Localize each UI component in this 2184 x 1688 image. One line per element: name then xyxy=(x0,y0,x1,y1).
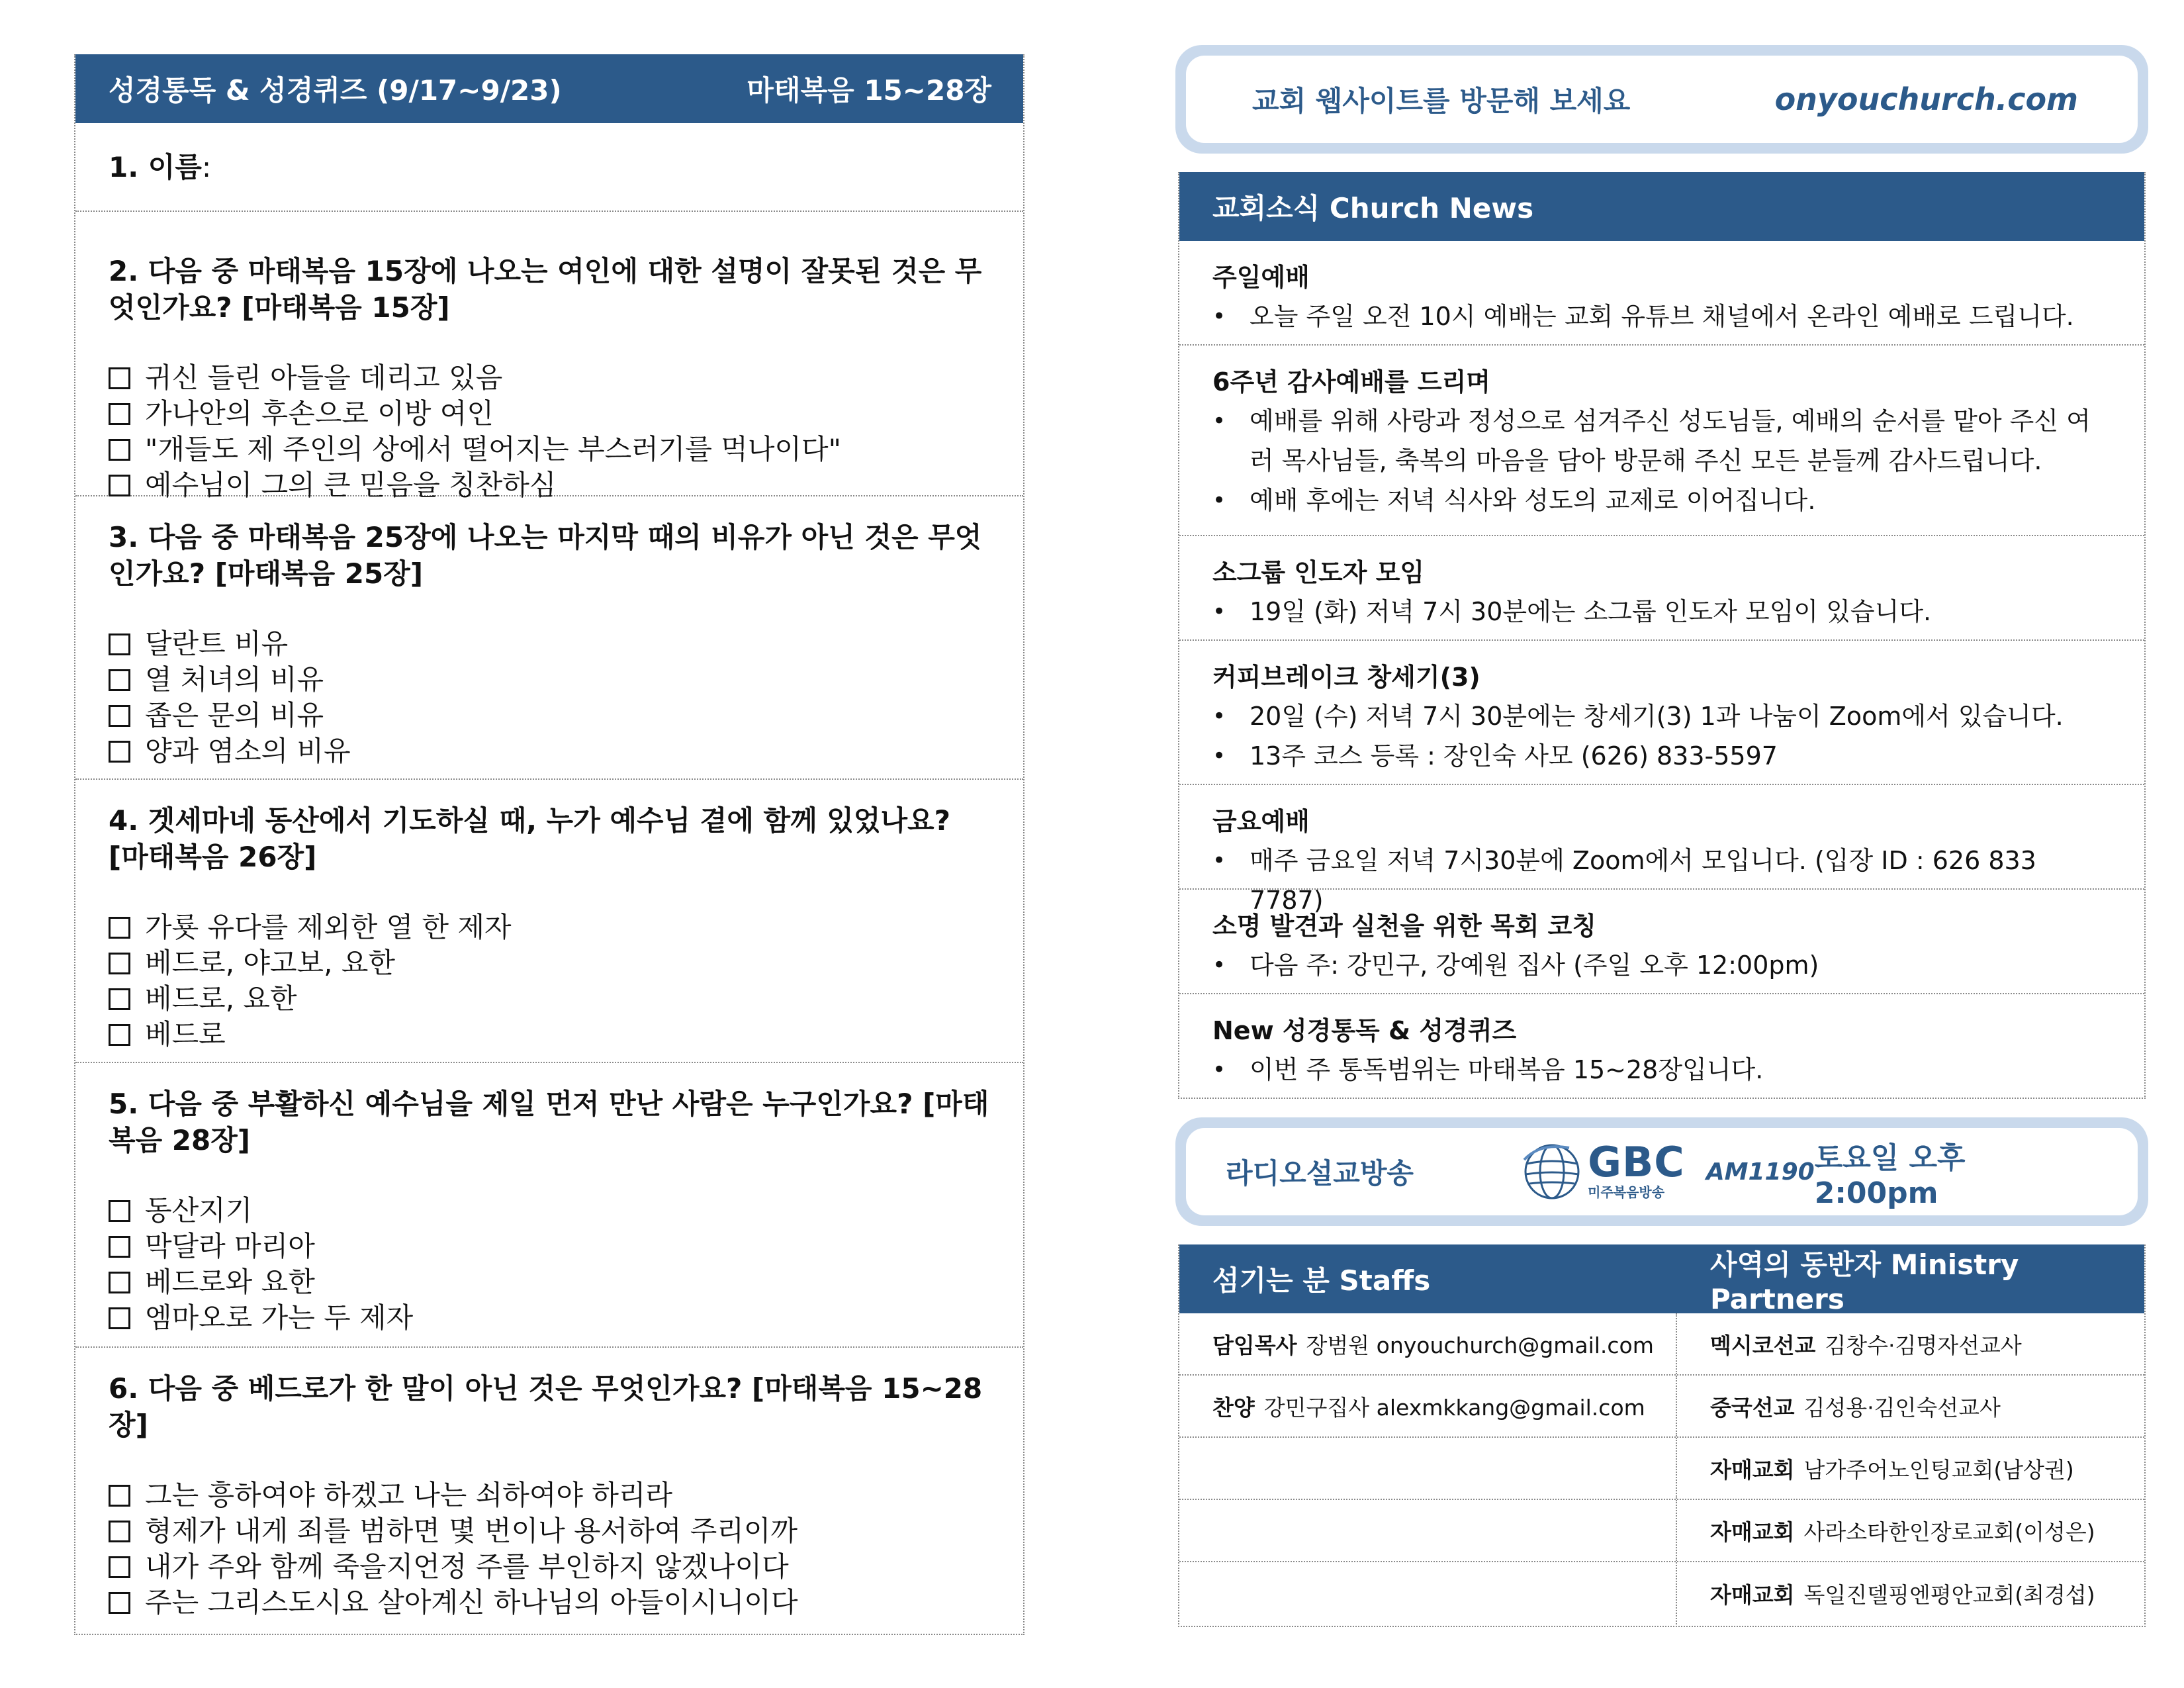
checkbox-icon[interactable] xyxy=(109,1307,130,1329)
name-label: 1. 이름 xyxy=(109,150,202,183)
answer-option[interactable] xyxy=(109,910,991,945)
news-item-title: 소명 발견과 실천을 위한 목회 코칭 xyxy=(1212,912,1597,941)
table-row xyxy=(1179,1500,2144,1562)
gbc-logo-subtitle: 미주복음방송 xyxy=(1588,1184,1665,1200)
bullet-icon: • xyxy=(1212,703,1226,729)
quiz-name-section xyxy=(75,123,1023,212)
partner-info: 김성용·김인숙선교사 xyxy=(1803,1394,2001,1421)
news-bullet xyxy=(1212,1050,2113,1090)
table-row xyxy=(1179,1562,2144,1624)
staff-cell xyxy=(1179,1313,1677,1374)
table-row xyxy=(1179,1313,2144,1376)
staff-cell xyxy=(1179,1438,1677,1499)
website-banner-inner xyxy=(1186,56,2138,143)
option-text: 양과 염소의 비유 xyxy=(145,735,351,767)
news-bullet-text: 13주 코스 등록 : 장인숙 사모 (626) 833-5597 xyxy=(1250,741,1778,771)
checkbox-icon[interactable] xyxy=(109,953,130,974)
staff-table xyxy=(1178,1244,2146,1627)
checkbox-icon[interactable] xyxy=(109,367,130,389)
staff-info: 강민구집사 alexmkkang@gmail.com xyxy=(1263,1394,1645,1421)
partner-cell xyxy=(1677,1313,2144,1374)
option-text: 동산지기 xyxy=(145,1194,253,1227)
news-bullet-text: 다음 주: 강민구, 강예원 집사 (주일 오후 12:00pm) xyxy=(1250,951,1819,980)
checkbox-icon[interactable] xyxy=(109,403,130,425)
partners-column-header: 사역의 동반자 Ministry Partners xyxy=(1710,1248,2019,1315)
news-bullet xyxy=(1212,696,2113,736)
answer-option[interactable] xyxy=(109,1229,991,1264)
partner-role: 자매교회 xyxy=(1710,1519,1795,1545)
option-text: "개들도 제 주인의 상에서 떨어지는 부스러기를 먹나이다" xyxy=(145,433,841,465)
checkbox-icon[interactable] xyxy=(109,917,130,939)
answer-option[interactable] xyxy=(109,1193,991,1229)
news-item xyxy=(1179,641,2144,785)
checkbox-icon[interactable] xyxy=(109,439,130,461)
option-text: 가나안의 후손으로 이방 여인 xyxy=(145,397,494,430)
answer-option[interactable] xyxy=(109,626,991,662)
checkbox-icon[interactable] xyxy=(109,741,130,763)
answer-option[interactable] xyxy=(109,981,991,1017)
question-title: 6. 다음 중 베드로가 한 말이 아닌 것은 무엇인가요? [마태복음 15~28장] xyxy=(109,1372,983,1441)
checkbox-icon[interactable] xyxy=(109,475,130,496)
news-bullet-text: 20일 (수) 저녁 7시 30분에는 창세기(3) 1과 나눔이 Zoom에서 있습니다. xyxy=(1250,702,2064,731)
partner-cell xyxy=(1677,1376,2144,1436)
news-item-title: 주일예배 xyxy=(1212,263,1310,292)
table-row xyxy=(1179,1376,2144,1438)
answer-option[interactable] xyxy=(109,1513,991,1549)
answer-option[interactable] xyxy=(109,945,991,981)
radio-frequency: AM1190 xyxy=(1706,1158,1815,1186)
option-text: 주는 그리스도시요 살아계신 하나님의 아들이시니이다 xyxy=(145,1586,798,1618)
partner-info: 남가주어노인팅교회(남상권) xyxy=(1803,1456,2074,1483)
answer-option[interactable] xyxy=(109,1300,991,1336)
answer-options xyxy=(109,1477,991,1620)
news-item-title: 6주년 감사예배를 드리며 xyxy=(1212,367,1490,397)
question-title: 4. 겟세마네 동산에서 기도하실 때, 누가 예수님 곁에 함께 있었나요? [마태복음 26장] xyxy=(109,804,950,873)
partner-role: 멕시코선교 xyxy=(1710,1332,1816,1358)
answer-option[interactable] xyxy=(109,733,991,769)
radio-time: 토요일 오후 2:00pm xyxy=(1814,1141,1966,1210)
staffs-column-header: 섬기는 분 Staffs xyxy=(1212,1264,1431,1297)
quiz-question xyxy=(75,212,1023,501)
news-bullet-text: 예배 후에는 저녁 식사와 성도의 교제로 이어집니다. xyxy=(1250,486,1816,515)
checkbox-icon[interactable] xyxy=(109,1485,130,1507)
answer-option[interactable] xyxy=(109,396,991,432)
news-item-title: 금요예배 xyxy=(1212,807,1310,836)
news-bullet xyxy=(1212,401,2113,481)
checkbox-icon[interactable] xyxy=(109,1200,130,1222)
staff-cell xyxy=(1179,1562,1677,1624)
staff-cell xyxy=(1179,1376,1677,1436)
checkbox-icon[interactable] xyxy=(109,1592,130,1614)
checkbox-icon[interactable] xyxy=(109,1556,130,1578)
partner-info: 김창수·김명자선교사 xyxy=(1825,1332,2022,1358)
option-text: 형제가 내게 죄를 범하면 몇 번이나 용서하여 주리이까 xyxy=(145,1515,798,1547)
news-bullet xyxy=(1212,945,2113,985)
news-item xyxy=(1179,346,2144,536)
bullet-icon: • xyxy=(1212,598,1226,625)
bullet-icon: • xyxy=(1212,952,1226,978)
partner-info: 독일진델핑엔평안교회(최경섭) xyxy=(1803,1581,2095,1608)
staff-role: 찬양 xyxy=(1212,1394,1255,1421)
checkbox-icon[interactable] xyxy=(109,988,130,1010)
checkbox-icon[interactable] xyxy=(109,1521,130,1542)
option-text: 귀신 들린 아들을 데리고 있음 xyxy=(145,361,503,394)
answer-options xyxy=(109,626,991,769)
checkbox-icon[interactable] xyxy=(109,633,130,655)
news-bullet-text: 예배를 위해 사랑과 정성으로 섬겨주신 성도님들, 예배의 순서를 맡아 주신 여러 목사님들, 축복의 마음을 담아 방문해 주신 모든 분들께 감사드립니다. xyxy=(1250,406,2091,475)
question-title: 3. 다음 중 마태복음 25장에 나오는 마지막 때의 비유가 아닌 것은 무엇인가요? [마태복음 25장] xyxy=(109,521,982,590)
quiz-header xyxy=(75,54,1023,123)
news-header: 교회소식 Church News xyxy=(1179,172,2144,241)
partner-cell xyxy=(1677,1438,2144,1499)
news-bullet-text: 매주 금요일 저녁 7시30분에 Zoom에서 모입니다. (입장 ID : 626 833 7787) xyxy=(1250,846,2036,915)
news-bullet xyxy=(1212,481,2113,520)
radio-banner-inner xyxy=(1186,1128,2138,1215)
news-item xyxy=(1179,536,2144,641)
website-link[interactable]: onyouchurch.com xyxy=(1774,81,2078,117)
quiz-question xyxy=(75,496,1023,780)
news-bullet-text: 이번 주 통독범위는 마태복음 15~28장입니다. xyxy=(1250,1055,1764,1084)
answer-option[interactable] xyxy=(109,1264,991,1300)
answer-option[interactable] xyxy=(109,662,991,698)
name-colon: : xyxy=(201,150,212,183)
option-text: 그는 흥하여야 하겠고 나는 쇠하여야 하리라 xyxy=(145,1479,673,1511)
bullet-icon: • xyxy=(1212,408,1226,434)
option-text: 막달라 마리아 xyxy=(145,1230,315,1262)
quiz-question xyxy=(75,1063,1023,1348)
news-bullet xyxy=(1212,592,2113,632)
answer-option[interactable] xyxy=(109,432,991,467)
bullet-icon: • xyxy=(1212,743,1226,769)
option-text: 베드로 xyxy=(145,1018,226,1051)
website-banner xyxy=(1175,45,2148,154)
answer-options xyxy=(109,360,991,503)
partner-role: 중국선교 xyxy=(1710,1394,1795,1421)
quiz-question xyxy=(75,780,1023,1063)
staff-role: 담임목사 xyxy=(1212,1332,1297,1358)
staff-info: 장범원 onyouchurch@gmail.com xyxy=(1306,1332,1654,1358)
staff-table-header xyxy=(1179,1244,2144,1313)
partner-cell xyxy=(1677,1562,2144,1624)
answer-option[interactable] xyxy=(109,698,991,733)
option-text: 좁은 문의 비유 xyxy=(145,699,324,731)
website-prompt: 교회 웹사이트를 방문해 보세요 xyxy=(1252,85,1631,117)
option-text: 내가 주와 함께 죽을지언정 주를 부인하지 않겠나이다 xyxy=(145,1550,789,1583)
bullet-icon: • xyxy=(1212,487,1226,514)
table-row xyxy=(1179,1438,2144,1500)
bullet-icon: • xyxy=(1212,303,1226,330)
checkbox-icon[interactable] xyxy=(109,669,130,691)
news-item-title: 커피브레이크 창세기(3) xyxy=(1212,663,1480,692)
option-text: 열 처녀의 비유 xyxy=(145,663,324,696)
news-item-title: New 성경통독 & 성경퀴즈 xyxy=(1212,1016,1517,1045)
answer-option[interactable] xyxy=(109,1585,991,1620)
option-text: 달란트 비유 xyxy=(145,628,289,660)
option-text: 엠마오로 가는 두 제자 xyxy=(145,1301,414,1334)
answer-options xyxy=(109,910,991,1053)
bullet-icon: • xyxy=(1212,847,1226,874)
option-text: 베드로, 야고보, 요한 xyxy=(145,947,395,979)
checkbox-icon[interactable] xyxy=(109,705,130,727)
partner-cell xyxy=(1677,1500,2144,1561)
news-bullet-text: 오늘 주일 오전 10시 예배는 교회 유튜브 채널에서 온라인 예배로 드립니다. xyxy=(1250,302,2074,331)
question-title: 5. 다음 중 부활하신 예수님을 제일 먼저 만난 사람은 누구인가요? [마태복음 28장] xyxy=(109,1088,989,1156)
option-text: 베드로와 요한 xyxy=(145,1266,315,1298)
answer-option[interactable] xyxy=(109,1549,991,1585)
news-item xyxy=(1179,785,2144,915)
news-item xyxy=(1179,241,2144,346)
answer-option[interactable] xyxy=(109,1477,991,1513)
partner-info: 사라소타한인장로교회(이성은) xyxy=(1803,1519,2095,1545)
bible-quiz-panel xyxy=(74,54,1024,1635)
news-item xyxy=(1179,994,2144,1098)
news-item-title: 소그룹 인도자 모임 xyxy=(1212,558,1425,587)
quiz-question xyxy=(75,1348,1023,1620)
bullet-icon: • xyxy=(1212,1056,1226,1083)
church-news-panel xyxy=(1178,172,2146,1099)
staff-cell xyxy=(1179,1500,1677,1561)
radio-label: 라디오설교방송 xyxy=(1226,1157,1414,1190)
gbc-logo xyxy=(1520,1137,1685,1203)
checkbox-icon[interactable] xyxy=(109,1024,130,1046)
answer-option[interactable] xyxy=(109,360,991,396)
checkbox-icon[interactable] xyxy=(109,1272,130,1293)
quiz-range: 마태복음 15~28장 xyxy=(747,74,991,107)
option-text: 가룟 유다를 제외한 열 한 제자 xyxy=(145,911,512,943)
partner-role: 자매교회 xyxy=(1710,1456,1795,1483)
option-text: 예수님이 그의 큰 믿음을 칭찬하심 xyxy=(145,469,557,501)
gbc-logo-text: GBC xyxy=(1588,1137,1685,1186)
question-title: 2. 다음 중 마태복음 15장에 나오는 여인에 대한 설명이 잘못된 것은 무엇인가요? [마태복음 15장] xyxy=(109,255,982,324)
partner-role: 자매교회 xyxy=(1710,1581,1795,1608)
radio-banner xyxy=(1175,1117,2148,1226)
news-bullet-text: 19일 (화) 저녁 7시 30분에는 소그룹 인도자 모임이 있습니다. xyxy=(1250,597,1932,626)
answer-options xyxy=(109,1193,991,1336)
news-bullet xyxy=(1212,297,2113,336)
news-bullet xyxy=(1212,736,2113,776)
option-text: 베드로, 요한 xyxy=(145,982,297,1015)
checkbox-icon[interactable] xyxy=(109,1236,130,1258)
quiz-title: 성경통독 & 성경퀴즈 (9/17~9/23) xyxy=(109,74,562,107)
answer-option[interactable] xyxy=(109,1017,991,1053)
globe-icon xyxy=(1520,1140,1584,1203)
